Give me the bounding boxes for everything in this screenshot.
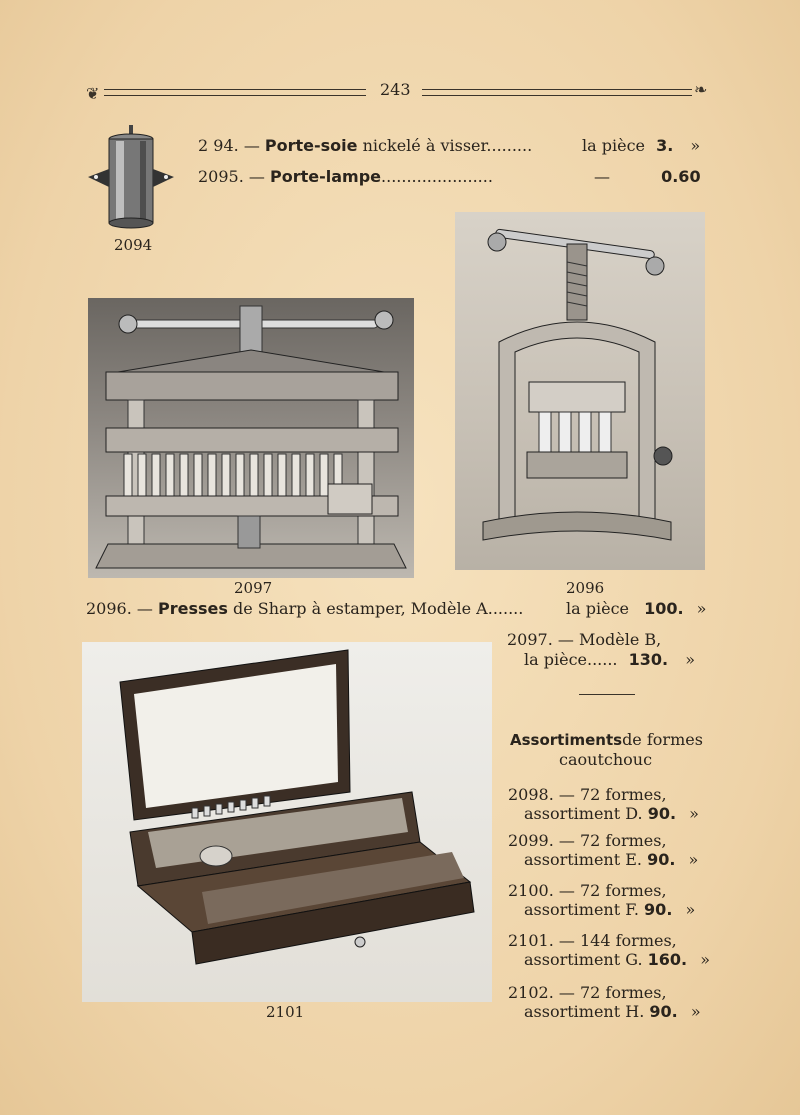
assortment-item [508,785,699,823]
assortment-price: 90. [649,1002,678,1021]
assortment-desc: assortiment F. [524,900,639,919]
item-code: 2095. [198,167,244,186]
assortments-heading-rest: de formes [622,730,703,749]
assortment-line1 [508,881,679,900]
assortment-item [508,983,701,1021]
assortment-case-illustration [82,642,492,1002]
caption-2101: 2101 [266,1003,305,1021]
presses-price-line [566,599,706,618]
presses-line [86,599,523,618]
assortment-suffix: » [700,950,711,969]
assortment-item [508,881,696,919]
caption-2096: 2096 [566,579,605,597]
assortment-line1 [508,785,683,804]
presses-dots: ....... [487,599,524,618]
assortment-code: 2101. — [508,931,575,950]
press-2096-illustration [455,212,705,570]
assortment-suffix: » [689,804,699,823]
model-b-price: 130. [628,650,669,669]
item-suffix: » [690,136,701,155]
assortment-code: 2100. — [508,881,575,900]
header-rule-right [422,89,692,96]
item-price: 0.60 [661,167,701,186]
item-dots: ......... [486,136,533,155]
assortment-price: 90. [647,850,676,869]
assortment-desc: assortiment G. [524,950,643,969]
item-name: Porte-soie [264,136,358,155]
item-unit: la pièce [582,136,645,155]
right-fleuron-icon: ❧ [694,80,708,99]
model-b-dash: — [557,630,574,649]
assortments-heading-line2: caoutchouc [559,750,653,769]
assortment-item [508,931,711,969]
model-b-code: 2097. [507,630,553,649]
item-2095-line [198,167,493,186]
header-rule-left [104,89,366,96]
assortment-line2 [524,1002,701,1021]
assortment-qty: 72 formes, [579,831,667,850]
item-desc: nickelé à visser [362,136,487,155]
model-b-line1 [507,630,661,649]
presses-code: 2096. [86,599,132,618]
item-dash: — [243,136,260,155]
page-number: 243 [380,80,411,99]
assortment-line2 [524,900,695,919]
item-2094-line [198,136,532,155]
presses-price: 100. [644,599,684,618]
assortment-desc: assortiment E. [524,850,643,869]
item-code: 2 94. [198,136,239,155]
assortment-price: 90. [647,804,677,823]
caption-2094: 2094 [114,236,153,254]
press-2097-photo [88,298,414,578]
presses-unit: la pièce [566,599,629,618]
item-dots: ...................... [381,167,493,186]
assortment-code: 2098. — [508,785,575,804]
model-b-unit: la pièce [524,650,587,669]
assortment-price: 160. [647,950,688,969]
item-name: Porte-lampe [270,167,382,186]
assortment-qty: 72 formes, [579,983,667,1002]
assortment-case-photo [82,642,492,1002]
assortments-heading-bold: Assortiments [510,731,623,749]
assortment-code: 2099. — [508,831,575,850]
item-2095-price-line [594,167,701,186]
assortment-suffix: » [688,850,699,869]
item-price: 3. [656,136,674,155]
item-dash: — [248,167,265,186]
assortment-line1 [508,983,685,1002]
presses-name: Presses [158,599,228,618]
assortment-price: 90. [644,900,673,919]
caption-2097: 2097 [234,579,273,597]
item-2094-price-line [582,136,700,155]
presses-dash: — [136,599,153,618]
left-fleuron-icon: ❦ [86,84,100,103]
press-2096-photo [455,212,705,570]
assortment-code: 2102. — [508,983,575,1002]
assortment-desc: assortiment H. [524,1002,645,1021]
assortment-line2 [524,950,710,969]
model-b-dots: ...... [587,650,618,669]
assortment-line1 [508,931,694,950]
assortments-heading-line1 [510,730,703,749]
assortment-qty: 72 formes, [579,881,667,900]
model-b-suffix: » [685,650,695,669]
presses-suffix: » [696,599,707,618]
model-b-desc: Modèle B, [579,630,662,649]
presses-desc: de Sharp à estamper, Modèle A [232,599,488,618]
assortment-desc: assortiment D. [524,804,643,823]
assortment-line2 [524,850,698,869]
assortment-suffix: » [690,1002,701,1021]
assortment-item [508,831,699,869]
assortment-qty: 72 formes, [579,785,667,804]
assortment-qty: 144 formes, [579,931,677,950]
silk-holder-illustration [86,125,178,233]
assortment-line1 [508,831,682,850]
item-unit: — [594,167,610,186]
press-2097-illustration [88,298,414,578]
model-b-line2 [524,650,695,669]
section-divider [579,694,635,695]
assortment-line2 [524,804,699,823]
assortment-suffix: » [685,900,696,919]
